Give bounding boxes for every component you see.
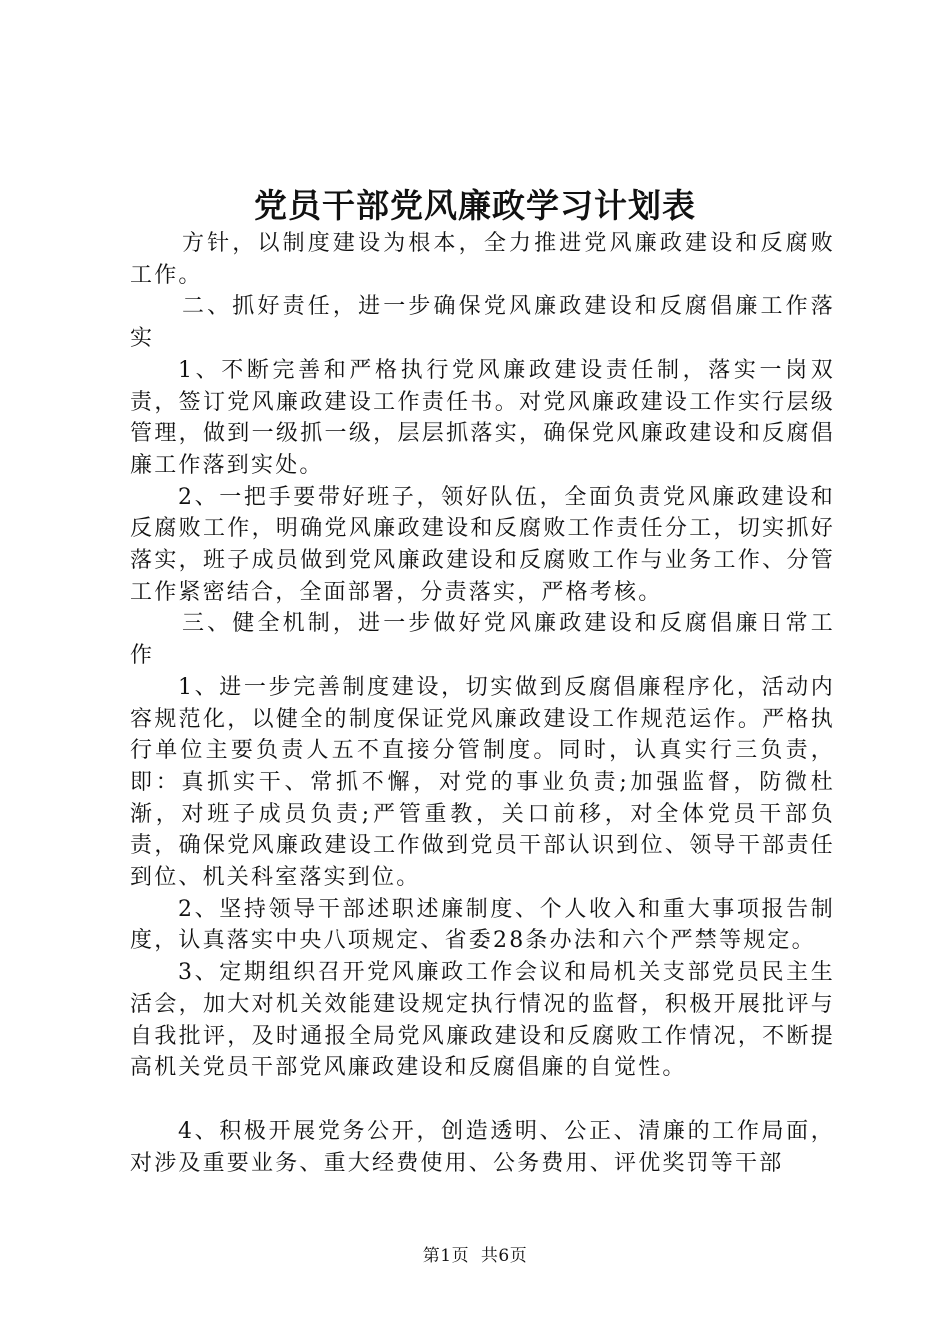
document-title: 党员干部党风廉政学习计划表: [254, 186, 696, 225]
page-number: 第1页: [422, 1246, 470, 1266]
page-total: 共6页: [480, 1246, 528, 1266]
page-footer: [0, 1244, 950, 1268]
footer-spacer: [469, 1246, 481, 1266]
paragraph: 1、进一步完善制度建设，切实做到反腐倡廉程序化，活动内容规范化，以健全的制度保证党风廉政建设工作规范运作。严格执行单位主要负责人五不直接分管制度。同时，认真实行三负责，即：真抓实干、常抓不懈，对党的事业负责;加强监督，防微杜渐，对班子成员负责;严管重教，关口前移，对全体党员干部负责，确保党风廉政建设工作做到党员干部认识到位、领导干部责任到位、机关科室落实到位。: [130, 674, 835, 891]
document-body: [130, 228, 835, 1179]
paragraph: 2、坚持领导干部述职述廉制度、个人收入和重大事项报告制度，认真落实中央八项规定、省委28条办法和六个严禁等规定。: [130, 896, 835, 954]
section-heading: 二、抓好责任，进一步确保党风廉政建设和反腐倡廉工作落实: [130, 294, 835, 352]
section-heading: 三、健全机制，进一步做好党风廉政建设和反腐倡廉日常工作: [130, 611, 835, 669]
paragraph: 方针，以制度建设为根本，全力推进党风廉政建设和反腐败工作。: [130, 231, 835, 288]
paragraph: 4、积极开展党务公开，创造透明、公正、清廉的工作局面，对涉及重要业务、重大经费使用、公务费用、评优奖罚等干部: [130, 1118, 835, 1176]
paragraph: 2、一把手要带好班子，领好队伍，全面负责党风廉政建设和反腐败工作，明确党风廉政建设和反腐败工作责任分工，切实抓好落实，班子成员做到党风廉政建设和反腐败工作与业务工作、分管工作紧密结合，全面部署，分责落实，严格考核。: [130, 484, 835, 605]
paragraph-gap: [130, 1084, 835, 1116]
paragraph: 1、不断完善和严格执行党风廉政建设责任制，落实一岗双责，签订党风廉政建设工作责任书。对党风廉政建设工作实行层级管理，做到一级抓一级，层层抓落实，确保党风廉政建设和反腐倡廉工作落到实处。: [130, 357, 835, 478]
paragraph: 3、定期组织召开党风廉政工作会议和局机关支部党员民主生活会，加大对机关效能建设规定执行情况的监督，积极开展批评与自我批评，及时通报全局党风廉政建设和反腐败工作情况，不断提高机关党员干部党风廉政建设和反腐倡廉的自觉性。: [130, 960, 835, 1081]
